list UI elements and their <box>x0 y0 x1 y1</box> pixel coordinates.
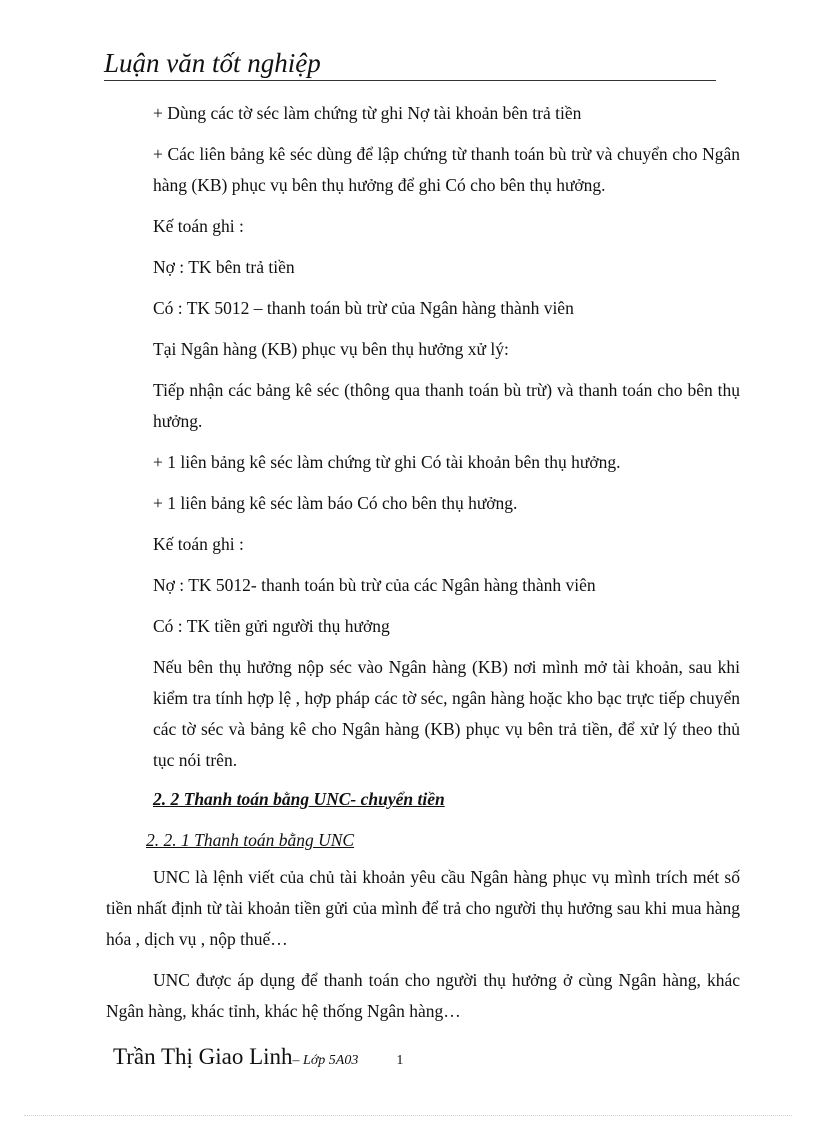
paragraph-15: UNC được áp dụng để thanh toán cho người thụ hưởng ở cùng Ngân hàng, khác Ngân hàng, khác tỉnh, khác hệ thống Ngân hàng… <box>106 970 740 1021</box>
paragraph-12: Có : TK tiền gửi người thụ hưởng <box>153 616 390 636</box>
paragraph-2: + Các liên bảng kê séc dùng để lập chứng từ thanh toán bù trừ và chuyển cho Ngân hàng (KB) phục vụ bên thụ hưởng để ghi Có cho bên thụ hưởng. <box>153 144 740 195</box>
paragraph-6: Tại Ngân hàng (KB) phục vụ bên thụ hưởng xử lý: <box>153 339 509 359</box>
paragraph-7: Tiếp nhận các bảng kê séc (thông qua thanh toán bù trừ) và thanh toán cho bên thụ hưởng. <box>153 380 740 431</box>
paragraph-4: Nợ : TK bên trả tiền <box>153 257 295 277</box>
page-number: 1 <box>396 1053 404 1068</box>
paragraph-8: + 1 liên bảng kê séc làm chứng từ ghi Có tài khoản bên thụ hưởng. <box>153 452 621 472</box>
page-footer <box>113 1044 403 1080</box>
section-heading: 2. 2 Thanh toán bằng UNC- chuyển tiền <box>153 789 445 809</box>
paragraph-11: Nợ : TK 5012- thanh toán bù trừ của các Ngân hàng thành viên <box>153 575 596 595</box>
paragraph-10: Kế toán ghi : <box>153 534 244 554</box>
paragraph-1: + Dùng các tờ séc làm chứng từ ghi Nợ tài khoản bên trả tiền <box>153 103 582 123</box>
paragraph-9: + 1 liên bảng kê séc làm báo Có cho bên thụ hưởng. <box>153 493 518 513</box>
footer-author: Trần Thị Giao Linh <box>113 1044 293 1069</box>
paragraph-5: Có : TK 5012 – thanh toán bù trừ của Ngân hàng thành viên <box>153 298 574 318</box>
page-header <box>104 46 716 81</box>
footer-class: – Lớp 5A03 <box>292 1053 359 1068</box>
subsection-heading: 2. 2. 1 Thanh toán bằng UNC <box>146 830 355 850</box>
document-body <box>106 98 740 1037</box>
page-bottom-border <box>24 1115 792 1116</box>
paragraph-13: Nếu bên thụ hưởng nộp séc vào Ngân hàng (KB) nơi mình mở tài khoản, sau khi kiểm tra tính hợp lệ , hợp pháp các tờ séc, ngân hàng hoặc kho bạc trực tiếp chuyển các tờ séc và bảng kê cho Ngân hàng (KB) phục vụ bên trả tiền, để xử lý theo thủ tục nói trên. <box>153 657 740 770</box>
paragraph-3: Kế toán ghi : <box>153 216 244 236</box>
paragraph-14: UNC là lệnh viết của chủ tài khoản yêu cầu Ngân hàng phục vụ mình trích mét số tiền nhất định từ tài khoản tiền gửi của mình để trả cho người thụ hưởng sau khi mua hàng hóa , dịch vụ , nộp thuế… <box>106 867 740 949</box>
header-title: Luận văn tốt nghiệp <box>104 48 321 78</box>
